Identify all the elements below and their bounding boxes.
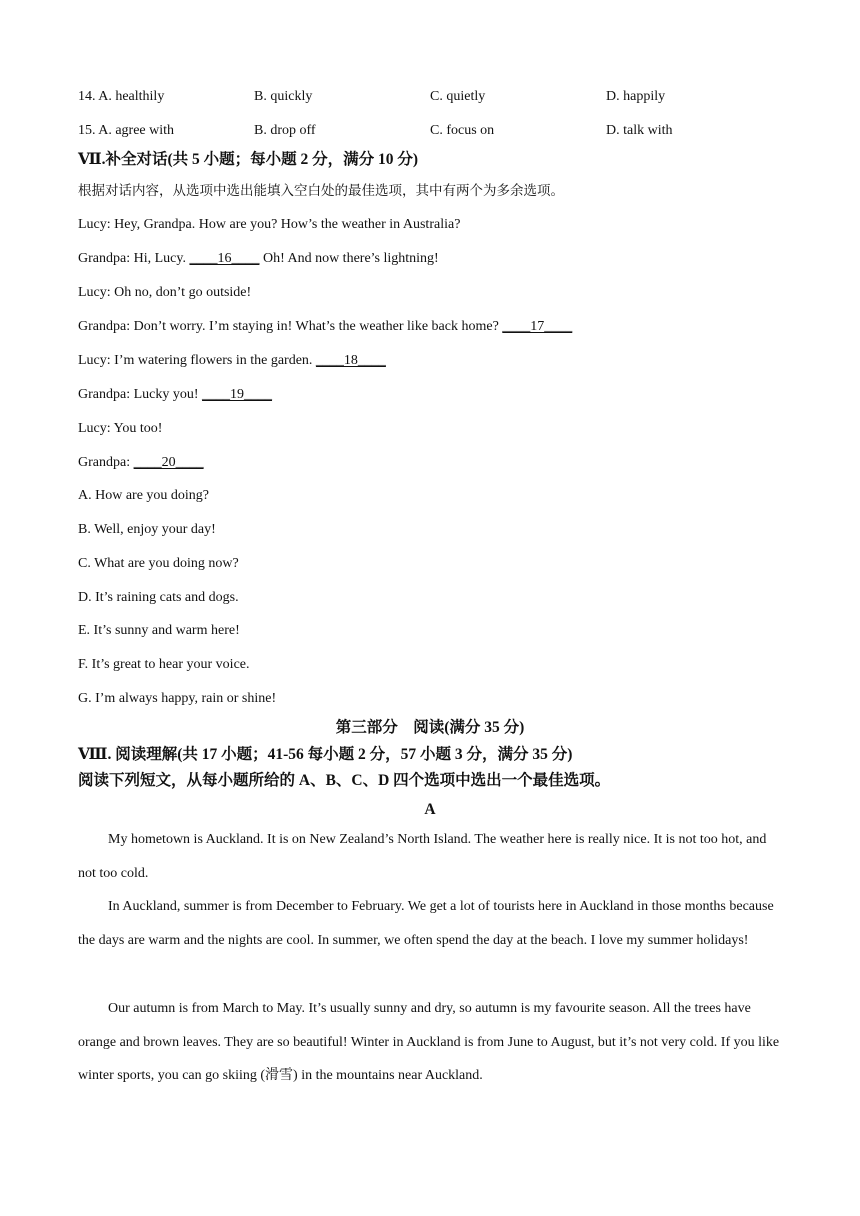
dialogue-text: Lucy: Hey, Grandpa. How are you? How’s the weather in Australia? xyxy=(78,217,461,232)
reading-instruction: 阅读下列短文，从每小题所给的 A、B、C、D 四个选项中选出一个最佳选项。 xyxy=(78,772,611,789)
dialogue-text: Lucy: Oh no, don’t go outside! xyxy=(78,285,252,300)
answer-blank-17[interactable]: ____17____ xyxy=(502,319,573,334)
answer-blank-18[interactable]: ____18____ xyxy=(315,353,386,368)
q14-option-b: B. quickly xyxy=(254,89,313,104)
passage-label: A xyxy=(424,801,436,818)
q15-option-c: C. focus on xyxy=(430,123,495,138)
q15-option-b: B. drop off xyxy=(254,123,316,138)
dialogue-text: Oh! And now there’s lightning! xyxy=(259,251,439,266)
dialogue-text: Lucy: You too! xyxy=(78,421,163,436)
dialogue-text: Grandpa: Lucky you! xyxy=(78,387,203,402)
option-e: E. It’s sunny and warm here! xyxy=(78,623,240,638)
dialogue-text: Grandpa: Hi, Lucy. xyxy=(78,251,190,266)
dialogue-line xyxy=(78,352,386,370)
section-7-heading: Ⅶ.补全对话(共 5 小题；每小题 2 分，满分 10 分) xyxy=(78,151,419,168)
q15-option-d: D. talk with xyxy=(606,123,673,138)
q14-option-d: D. happily xyxy=(606,89,666,104)
dialogue-text: Grandpa: Don’t worry. I’m staying in! What’s the weather like back home? xyxy=(78,319,503,334)
part-3-title: 第三部分 阅读(满分 35 分) xyxy=(335,719,525,736)
dialogue-line xyxy=(78,454,204,472)
dialogue-text: Lucy: I’m watering flowers in the garden. xyxy=(78,353,316,368)
option-c: C. What are you doing now? xyxy=(78,556,239,571)
option-f: F. It’s great to hear your voice. xyxy=(78,657,250,672)
passage-paragraph-1: My hometown is Auckland. It is on New Zealand’s North Island. The weather here is really nice. It is not too hot, and not too cold. xyxy=(78,832,767,881)
q14-option-c: C. quietly xyxy=(430,89,486,104)
q14-option-a: 14. A. healthily xyxy=(78,89,165,104)
dialogue-line xyxy=(78,216,460,234)
dialogue-line xyxy=(78,284,251,302)
dialogue-line xyxy=(78,250,439,268)
q15-option-a: 15. A. agree with xyxy=(78,123,175,138)
passage-paragraph-3: Our autumn is from March to May. It’s usually sunny and dry, so autumn is my favourite season. All the trees have orange and brown leaves. They are so beautiful! Winter in Auckland is from June to August, but it’s not very cold. If you like winter sports, you can go skiing (滑雪) in the mountains near Auckland. xyxy=(78,1001,780,1084)
option-a: A. How are you doing? xyxy=(78,488,210,503)
dialogue-line xyxy=(78,420,162,438)
dialogue-line xyxy=(78,318,572,336)
dialogue-line xyxy=(78,386,272,404)
option-b: B. Well, enjoy your day! xyxy=(78,522,216,537)
section-7-instruction: 根据对话内容，从选项中选出能填入空白处的最佳选项，其中有两个为多余选项。 xyxy=(78,183,564,198)
section-8-heading: Ⅷ. 阅读理解(共 17 小题；41-56 每小题 2 分，57 小题 3 分，满分 35 分) xyxy=(78,746,573,763)
passage-paragraph-2: In Auckland, summer is from December to February. We get a lot of tourists here in Auckland in those months because the days are warm and the nights are cool. In summer, we often spend the day at the beach. I love my summer holidays! xyxy=(78,899,774,948)
answer-blank-16[interactable]: ____16____ xyxy=(189,251,260,266)
option-d: D. It’s raining cats and dogs. xyxy=(78,590,239,605)
answer-blank-19[interactable]: ____19____ xyxy=(202,387,273,402)
dialogue-text: Grandpa: xyxy=(78,455,134,470)
option-g: G. I’m always happy, rain or shine! xyxy=(78,691,277,706)
answer-blank-20[interactable]: ____20____ xyxy=(133,455,204,470)
